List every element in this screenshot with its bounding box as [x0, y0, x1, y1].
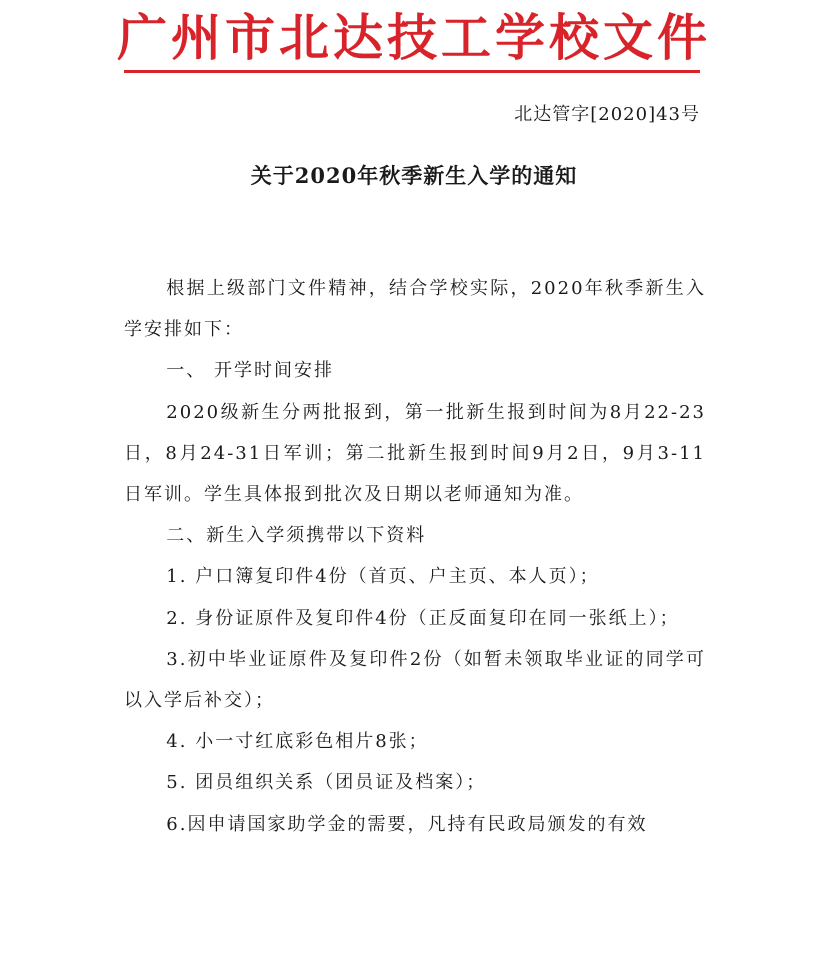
letterhead-red-rule: [124, 70, 700, 73]
section-heading-schedule: 一、 开学时间安排: [166, 360, 335, 382]
materials-item-4: 4. 小一寸红底彩色相片8张；: [166, 731, 429, 753]
materials-item-3: 3.初中毕业证原件及复印件2份（如暂未领取毕业证的同学可以入学后补交）；: [124, 648, 706, 712]
notice-title: 关于2020年秋季新生入学的通知: [250, 163, 578, 188]
section-heading-materials: 二、新生入学须携带以下资料: [166, 525, 427, 547]
materials-item-1: 1. 户口簿复印件4份（首页、户主页、本人页）；: [166, 566, 600, 588]
materials-item-5: 5. 团员组织关系（团员证及档案）；: [166, 772, 487, 794]
document-number: 北达管字[2020]43号: [514, 104, 700, 125]
notice-body: [124, 268, 706, 845]
intro-paragraph: 根据上级部门文件精神，结合学校实际，2020年秋季新生入学安排如下：: [124, 278, 706, 341]
materials-item-6: 6.因申请国家助学金的需要，凡持有民政局颁发的有效: [166, 813, 648, 835]
materials-item-2: 2. 身份证原件及复印件4份（正反面复印在同一张纸上）；: [166, 607, 680, 629]
schedule-paragraph: 2020级新生分两批报到，第一批新生报到时间为8月22-23日，8月24-31日军训；第二批新生报到时间9月2日，9月3-11日军训。学生具体报到批次及日期以老师通知为准。: [124, 401, 706, 506]
letterhead-title: 广州市北达技工学校文件: [117, 9, 711, 67]
